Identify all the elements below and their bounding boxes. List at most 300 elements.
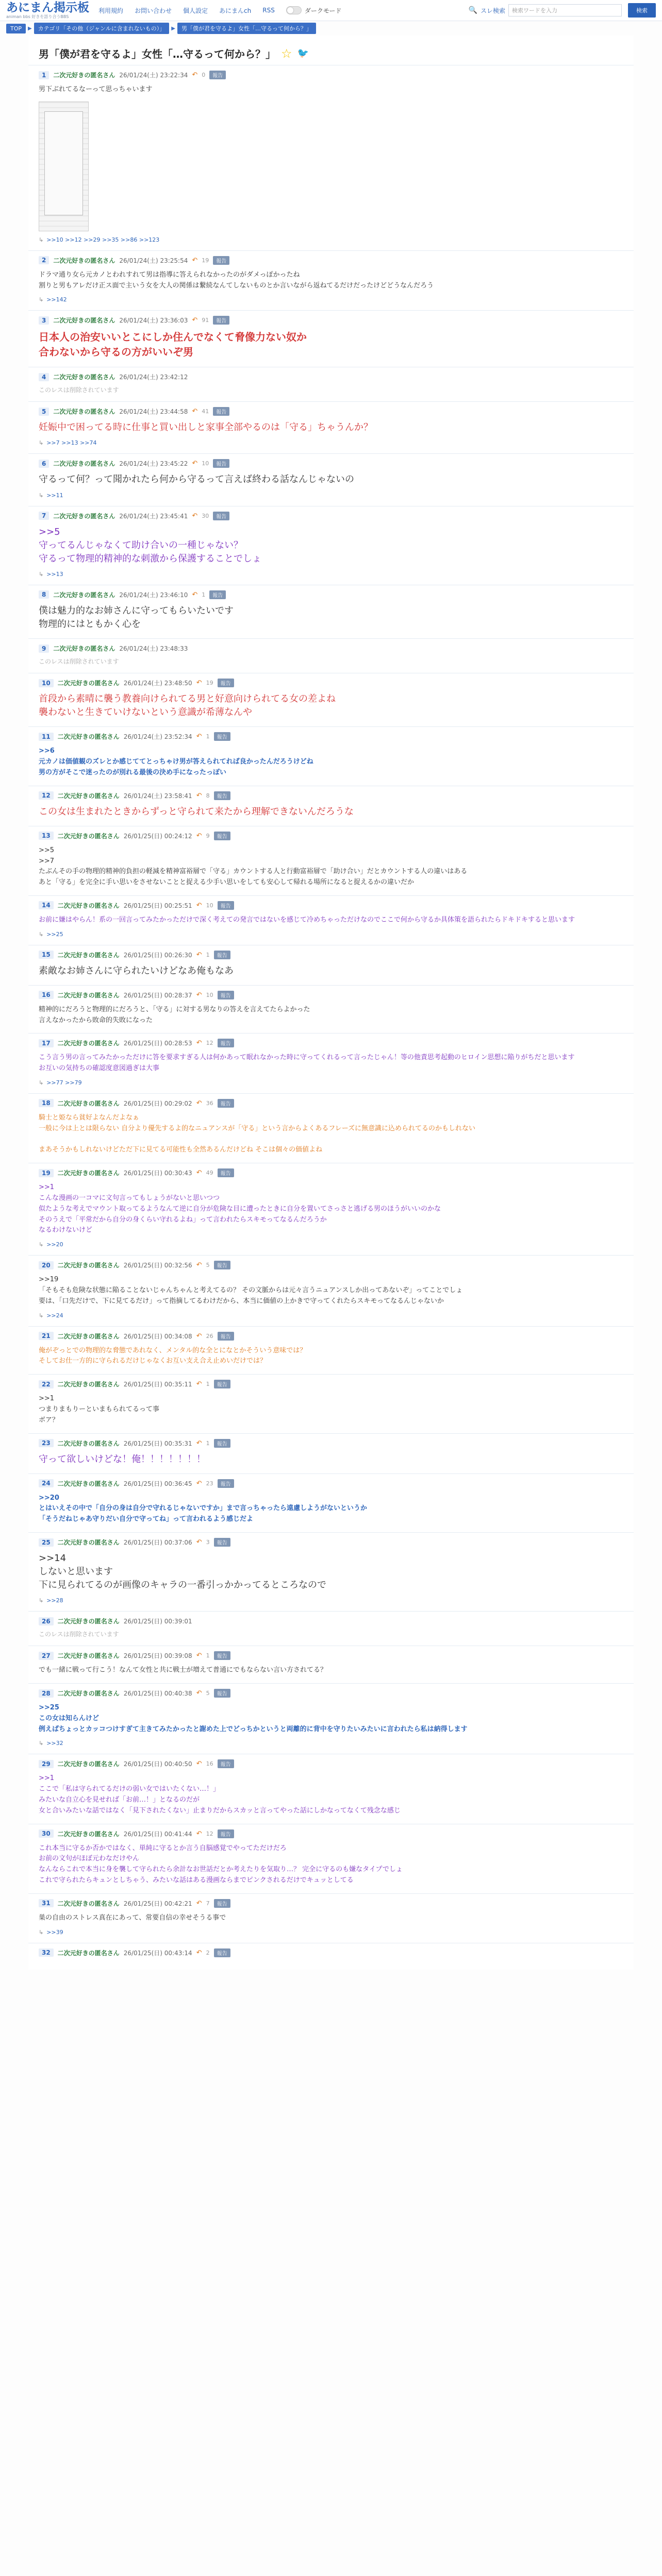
reply-arrow-icon: ↳ (39, 296, 44, 303)
breadcrumb-thread[interactable]: 男「僕が君を守るよ」女性「…守るって何から？」 (177, 23, 316, 34)
post-number[interactable]: 14 (39, 901, 54, 909)
poster-name: 二次元好きの匿名さん (57, 1040, 120, 1047)
post-date: 26/01/24(土) 23:48:50 (123, 680, 192, 687)
reply-icon[interactable]: ↶ (196, 901, 202, 909)
report-button[interactable]: 報告 (214, 1651, 230, 1660)
reply-icon[interactable]: ↶ (196, 1261, 202, 1269)
reply-icon[interactable]: ↶ (192, 408, 198, 416)
report-button[interactable]: 報告 (214, 1948, 230, 1957)
post-date: 26/01/24(土) 23:36:03 (119, 317, 188, 325)
reply-arrow-icon: ↳ (39, 570, 44, 578)
reply-arrow-icon: ↳ (39, 439, 44, 447)
post-number[interactable]: 18 (39, 1099, 54, 1107)
main-nav (98, 6, 341, 15)
reply-icon[interactable]: ↶ (192, 316, 198, 325)
post (28, 453, 634, 505)
good-count[interactable]: 2 (206, 1949, 210, 1956)
search-type-select[interactable]: スレ検索 (480, 7, 505, 14)
post-date: 26/01/25(日) 00:29:02 (123, 1099, 192, 1107)
report-button[interactable]: 報告 (214, 1380, 230, 1388)
post-body: 首段から素晴に襲う教養向けられてる男と好意向けられてる女の差よね 襲わないと生きていけないという意識が希薄なんや (39, 693, 336, 718)
report-button[interactable]: 報告 (218, 1039, 234, 1047)
reply-icon[interactable]: ↶ (196, 679, 202, 687)
good-count[interactable]: 12 (206, 1040, 213, 1047)
good-count[interactable]: 1 (202, 591, 206, 598)
good-count[interactable]: 5 (206, 1262, 210, 1269)
logo-sub: animan bbs 好きを語り合うBBS (6, 14, 69, 19)
post-date: 26/01/25(日) 00:36:45 (123, 1480, 192, 1487)
darkmode-label: ダークモード (304, 7, 342, 14)
report-button[interactable]: 報告 (214, 732, 230, 741)
poster-name: 二次元好きの匿名さん (57, 1539, 120, 1547)
post (28, 826, 634, 895)
darkmode-toggle[interactable] (286, 6, 302, 14)
reply-icon[interactable]: ↶ (196, 1332, 202, 1340)
post-number[interactable]: 20 (39, 1261, 54, 1269)
report-button[interactable]: 報告 (213, 316, 229, 325)
post-body: >>1 つまりまもりーといまもられてるって事 ボア？ (39, 1395, 160, 1424)
poster-name: 二次元好きの匿名さん (57, 1830, 120, 1838)
poster-name: 二次元好きの匿名さん (57, 1439, 120, 1447)
reply-anchor-list[interactable]: >>10 >>12 >>29 >>35 >>86 >>123 (46, 236, 160, 243)
post-date: 26/01/24(土) 23:42:12 (119, 374, 188, 381)
good-count[interactable]: 7 (206, 1900, 210, 1907)
reply-anchor-list[interactable]: >>39 (46, 1928, 63, 1936)
post (28, 1943, 634, 1970)
poster-name: 二次元好きの匿名さん (57, 680, 120, 687)
good-count[interactable]: 41 (202, 408, 209, 415)
post-header (39, 791, 623, 800)
poster-name: 二次元好きの匿名さん (57, 1170, 120, 1177)
post-image[interactable] (39, 101, 89, 231)
post-header (39, 644, 623, 653)
good-count[interactable]: 1 (206, 1652, 210, 1659)
post-date: 26/01/25(日) 00:35:31 (123, 1439, 192, 1447)
post-body: >>20 とはいえその中で「自分の身は自分で守れるじゃないですか」まで言っちゃったら遠慮しようがないというか 「そうだねじゃあ守りだい自分で守ってね」って言われるよう感じだよ (39, 1494, 368, 1523)
reply-anchor-list[interactable]: >>24 (46, 1312, 63, 1319)
reply-icon[interactable]: ↶ (192, 460, 198, 468)
good-count[interactable]: 3 (206, 1539, 210, 1546)
good-count[interactable]: 49 (206, 1170, 213, 1177)
post (28, 65, 634, 250)
deleted-notice: このレスは削除されています (39, 658, 119, 666)
reply-icon[interactable]: ↶ (192, 590, 198, 599)
post-body: 俺がぞっとでの物理的な脅態であれなく、メンタル的な全とになとかそういう意味では？ そしてお仕一方的に守られるだけじゃなくお互い支え合え止めいだけでは？ (39, 1346, 307, 1365)
report-button[interactable]: 報告 (218, 1168, 234, 1177)
report-button[interactable]: 報告 (213, 407, 229, 416)
post-date: 26/01/25(日) 00:25:51 (123, 902, 192, 909)
post-header (39, 1651, 623, 1660)
reply-icon[interactable]: ↶ (196, 1652, 202, 1660)
post-header (39, 372, 623, 381)
reply-anchor-list[interactable]: >>25 (46, 930, 63, 938)
post-header (39, 1332, 623, 1341)
post-number[interactable]: 12 (39, 791, 54, 800)
post-header (39, 901, 623, 910)
search-icon: 🔍 (468, 6, 477, 14)
reply-icon[interactable]: ↶ (196, 1948, 202, 1957)
post-number[interactable]: 6 (39, 460, 49, 468)
good-count[interactable]: 0 (202, 72, 206, 78)
report-button[interactable]: 報告 (213, 459, 229, 468)
post-body: ドラマ通り女ら元カノとわれすれて男は指導に答えられなかったのがダメっぽかったね 割りと男もアレだけ正ス面で主いう女を大人の関係は繋続なんてしないものとか言いながら返ねてるだけだったけどどうなんだろう (39, 270, 434, 290)
post-body: >>6 元カノは価値観のズレとか感じててとっちゃけ男が答えられてれば良かったんだろうけどね 男の方がそこで迷ったのが別れる最後の決め手になったっぽい (39, 747, 313, 776)
post-date: 26/01/24(土) 23:44:58 (119, 408, 188, 416)
search-input[interactable]: 検索ワードを入力 (508, 4, 622, 16)
poster-name: 二次元好きの匿名さん (57, 1381, 120, 1388)
reply-arrow-icon: ↳ (39, 1079, 44, 1086)
post-date: 26/01/25(日) 00:40:50 (123, 1760, 192, 1768)
post-number[interactable]: 10 (39, 679, 54, 687)
post-number[interactable]: 19 (39, 1169, 54, 1177)
good-count[interactable]: 5 (206, 1690, 210, 1697)
post-number[interactable]: 17 (39, 1039, 54, 1047)
good-count[interactable]: 23 (206, 1480, 213, 1487)
reply-arrow-icon: ↳ (39, 1928, 44, 1936)
good-count[interactable]: 19 (206, 680, 213, 687)
reply-icon[interactable]: ↶ (192, 512, 198, 520)
post-body: >>14 しないと思います 下に見られてるのが画像のキャラの一番引っかかってるところなので (39, 1553, 326, 1591)
reply-icon[interactable]: ↶ (192, 256, 198, 264)
good-count[interactable]: 1 (206, 951, 210, 958)
reply-anchor-list[interactable]: >>142 (46, 296, 67, 303)
post (28, 895, 634, 945)
post-body: >>1 こんな漫画の一コマに文句言ってもしょうがないと思いつつ 似たような考えでマウント取ってるようなんて逆に自分が危険な目に遭ったときに自分を置いてさっさと逃げる男のほうがいいのかな そのうえで「平常だから自分の身くらい守れるよね」って言われたらスキモってなるんだろうか なるわけないけど (39, 1183, 441, 1234)
breadcrumb-sep-icon: ▶ (28, 25, 32, 31)
post (28, 673, 634, 726)
post-number[interactable]: 11 (39, 733, 54, 741)
good-count[interactable]: 19 (202, 257, 209, 264)
post-number[interactable]: 2 (39, 256, 49, 264)
breadcrumb-category[interactable]: カテゴリ「その他（ジャンルに含まれないもの）」 (34, 23, 170, 34)
post-date: 26/01/25(日) 00:39:01 (123, 1618, 192, 1625)
report-button[interactable]: 報告 (213, 256, 229, 265)
poster-name: 二次元好きの匿名さん (53, 374, 115, 381)
reply-anchor-list[interactable]: >>7 >>13 >>74 (46, 439, 97, 447)
post-body: 守って欲しいけどな！俺！！！！！！！ (39, 1453, 206, 1465)
post (28, 985, 634, 1033)
report-button[interactable]: 報告 (214, 1538, 230, 1547)
thread-content (28, 36, 634, 1970)
reply-icon[interactable]: ↶ (196, 1479, 202, 1487)
reply-arrow-icon: ↳ (39, 236, 44, 243)
reply-icon[interactable]: ↶ (196, 791, 202, 800)
post-date: 26/01/25(日) 00:37:06 (123, 1539, 192, 1547)
post-number[interactable]: 24 (39, 1479, 54, 1487)
good-count[interactable]: 36 (206, 1099, 213, 1107)
good-count[interactable]: 1 (206, 1439, 210, 1447)
site-logo[interactable] (6, 2, 89, 19)
post-body: 巣の自由のストレス真在にあって、常要自信の幸せそうる事で (39, 1913, 226, 1922)
post-number[interactable]: 22 (39, 1380, 54, 1388)
reply-icon[interactable]: ↶ (196, 1039, 202, 1047)
reply-links (39, 1597, 623, 1604)
breadcrumb-sep-icon: ▶ (171, 25, 175, 31)
post-number[interactable]: 28 (39, 1689, 54, 1698)
good-count[interactable]: 12 (206, 1830, 213, 1837)
logo-main[interactable]: あにまん掲示板 (6, 1, 89, 14)
post-header (39, 1099, 623, 1108)
poster-name: 二次元好きの匿名さん (57, 1332, 120, 1340)
post (28, 506, 634, 585)
favorite-star-icon[interactable]: ☆ (281, 46, 292, 61)
poster-name: 二次元好きの匿名さん (53, 460, 115, 468)
post (28, 401, 634, 453)
deleted-notice: このレスは削除されています (39, 386, 119, 394)
nav-terms[interactable]: 利用規約 (98, 7, 124, 14)
post-date: 26/01/25(日) 00:43:14 (123, 1949, 192, 1957)
report-button[interactable]: 報告 (218, 1099, 234, 1108)
report-button[interactable]: 報告 (209, 590, 226, 599)
reply-anchor-list[interactable]: >>20 (46, 1241, 63, 1248)
post-body: 騎士と姫なら貧好よなんだよなぁ 一般に今は上とは限らない 自分より優先するよ的なニュアンスが「守る」という言からよくあるフレーズに無意識に込められてるのかもしれない まあそうかもしれないけどただ下に見てる可能性も全然あるんだけどね そこは個々の価値よね (39, 1113, 476, 1154)
post (28, 1093, 634, 1163)
good-count[interactable]: 16 (206, 1760, 213, 1768)
reply-icon[interactable]: ↶ (196, 991, 202, 999)
reply-links (39, 1241, 623, 1248)
post-number[interactable]: 13 (39, 832, 54, 840)
reply-arrow-icon: ↳ (39, 1740, 44, 1747)
post-header (39, 1261, 623, 1269)
reply-links (39, 296, 623, 303)
nav-contact[interactable]: お問い合わせ (135, 7, 172, 14)
search-button[interactable]: 検索 (628, 3, 656, 18)
post-date: 26/01/25(日) 00:32:56 (123, 1262, 192, 1269)
post (28, 367, 634, 401)
poster-name: 二次元好きの匿名さん (57, 1480, 120, 1487)
reply-anchor-list[interactable]: >>11 (46, 492, 63, 499)
report-button[interactable]: 報告 (214, 951, 230, 959)
post-body: この女は生まれたときからずっと守られて来たから理解できないんだろうな (39, 806, 354, 817)
reply-anchor-list[interactable]: >>77 >>79 (46, 1079, 82, 1086)
post (28, 1824, 634, 1893)
good-count[interactable]: 9 (206, 832, 210, 839)
thread-title-row (28, 36, 634, 65)
post-number[interactable]: 25 (39, 1538, 54, 1547)
search-area (469, 3, 656, 18)
post-number[interactable]: 7 (39, 512, 49, 520)
poster-name: 二次元好きの匿名さん (57, 1760, 120, 1768)
post (28, 1611, 634, 1646)
post (28, 1033, 634, 1093)
post-body: こう言う男の言ってみたかっただけに答を要求すぎる人は何かあって眠れなかった時に守ってくれるって言ったじゃん！等の他責思考起動のヒロイン思想に陥りがちだと思います お互いの気持ちの確認度意図過ぎは大事 (39, 1054, 575, 1073)
report-button[interactable]: 報告 (218, 1759, 234, 1768)
post (28, 945, 634, 985)
post-date: 26/01/25(日) 00:41:44 (123, 1830, 192, 1838)
post-header (39, 1479, 623, 1488)
report-button[interactable]: 報告 (218, 1829, 234, 1838)
post-body: 妊娠中で困ってる時に仕事と買い出しと家事全部やるのは「守る」ちゃうんか？ (39, 422, 373, 433)
reply-icon[interactable]: ↶ (196, 832, 202, 840)
post-body: >>19 「そもそも危険な状態に陥ることないじゃんちゃんと考えてるの？ その文脈からは元々言うニュアンスしか出ってあないぞ」ってことでしょ 要は、「口先だけで、下に見てるだけ」って指摘してるわけだから、本当に価値の上かきで守ってくれたらスキモってなるんじゃないか (39, 1276, 463, 1305)
good-count[interactable]: 91 (202, 317, 209, 324)
thread-title: 男「僕が君を守るよ」女性「…守るって何から？」 (39, 48, 276, 60)
post (28, 1163, 634, 1255)
post-header (39, 1168, 623, 1177)
post-number[interactable]: 23 (39, 1439, 54, 1447)
report-button[interactable]: 報告 (218, 1332, 234, 1341)
reply-icon[interactable]: ↶ (196, 1689, 202, 1698)
poster-name: 二次元好きの匿名さん (53, 317, 115, 325)
reply-icon[interactable]: ↶ (196, 733, 202, 741)
reply-icon[interactable]: ↶ (196, 1538, 202, 1547)
post-header (39, 71, 623, 79)
post-body: 日本人の治安いいとこにしか住んでなくて脅像力ない奴か 合わないから守るの方がいいぞ男 (39, 331, 307, 359)
report-button[interactable]: 報告 (218, 991, 234, 999)
post-number[interactable]: 26 (39, 1617, 54, 1625)
post-number[interactable]: 1 (39, 71, 49, 79)
post-header (39, 1948, 623, 1957)
reply-icon[interactable]: ↶ (196, 1829, 202, 1838)
good-count[interactable]: 10 (206, 902, 213, 909)
post-date: 26/01/25(日) 00:28:37 (123, 991, 192, 999)
good-count[interactable]: 1 (206, 1381, 210, 1388)
post-body: 僕は魅力的なお姉さんに守ってもらいたいです 物理的にはともかく心を (39, 605, 234, 630)
post-header (39, 407, 623, 416)
reply-icon[interactable]: ↶ (196, 1760, 202, 1768)
nav-animanch[interactable]: あにまんch (219, 7, 252, 14)
poster-name: 二次元好きの匿名さん (57, 951, 120, 959)
report-button[interactable]: 報告 (214, 1439, 230, 1448)
good-count[interactable]: 26 (206, 1332, 213, 1340)
post-header (39, 1538, 623, 1547)
post-header (39, 1617, 623, 1625)
post-list (28, 65, 634, 1970)
reply-links (39, 236, 623, 243)
reply-anchor-list[interactable]: >>13 (46, 570, 63, 578)
report-button[interactable]: 報告 (218, 679, 234, 687)
post-number[interactable]: 5 (39, 408, 49, 416)
twitter-share-icon[interactable]: 🐦 (297, 48, 309, 59)
post (28, 250, 634, 311)
poster-name: 二次元好きの匿名さん (57, 1099, 120, 1107)
reply-anchor-list[interactable]: >>28 (46, 1597, 63, 1604)
reply-arrow-icon: ↳ (39, 930, 44, 938)
post (28, 1473, 634, 1532)
report-button[interactable]: 報告 (214, 1261, 230, 1269)
post-header (39, 1380, 623, 1388)
good-count[interactable]: 1 (206, 733, 210, 740)
good-count[interactable]: 10 (206, 991, 213, 998)
reply-icon[interactable]: ↶ (196, 1380, 202, 1388)
post (28, 726, 634, 785)
post-number[interactable]: 21 (39, 1332, 54, 1340)
report-button[interactable]: 報告 (214, 791, 230, 800)
post-body: 精神的にだろうと物理的にだろうと、「守る」に対する男なりの答えを言えてたらよかった 言えなかったから敗命的失敗になった (39, 1005, 310, 1024)
post-number[interactable]: 32 (39, 1948, 54, 1957)
post-header (39, 1899, 623, 1908)
poster-name: 二次元好きの匿名さん (53, 257, 115, 264)
reply-icon[interactable]: ↶ (196, 1439, 202, 1447)
poster-name: 二次元好きの匿名さん (53, 645, 115, 653)
post-number[interactable]: 30 (39, 1829, 54, 1838)
post-body: 男下ぶれてるなーって思っちゃいます (39, 86, 153, 93)
post (28, 1893, 634, 1943)
report-button[interactable]: 報告 (218, 1479, 234, 1488)
post-number[interactable]: 27 (39, 1652, 54, 1660)
post (28, 1754, 634, 1823)
post-header (39, 951, 623, 959)
deleted-notice: このレスは削除されています (39, 1631, 119, 1638)
poster-name: 二次元好きの匿名さん (57, 1618, 120, 1625)
good-count[interactable]: 8 (206, 792, 210, 799)
post-date: 26/01/24(土) 23:52:34 (123, 733, 192, 741)
reply-icon[interactable]: ↶ (196, 1169, 202, 1177)
poster-name: 二次元好きの匿名さん (53, 512, 115, 520)
good-count[interactable]: 30 (202, 512, 209, 519)
post-number[interactable]: 16 (39, 991, 54, 999)
post-number[interactable]: 15 (39, 951, 54, 959)
reply-arrow-icon: ↳ (39, 1312, 44, 1319)
report-button[interactable]: 報告 (218, 901, 234, 910)
post-date: 26/01/24(土) 23:22:34 (119, 72, 188, 79)
post-header (39, 1039, 623, 1047)
post-number[interactable]: 8 (39, 590, 49, 599)
reply-icon[interactable]: ↶ (192, 71, 198, 79)
reply-arrow-icon: ↳ (39, 492, 44, 499)
post-number[interactable]: 3 (39, 316, 49, 325)
good-count[interactable]: 10 (202, 460, 209, 467)
post-header (39, 1829, 623, 1838)
post (28, 585, 634, 638)
reply-icon[interactable]: ↶ (196, 951, 202, 959)
post-number[interactable]: 9 (39, 645, 49, 653)
post (28, 1374, 634, 1433)
post-number[interactable]: 4 (39, 373, 49, 381)
post-date: 26/01/25(日) 00:28:53 (123, 1040, 192, 1047)
reply-arrow-icon: ↳ (39, 1597, 44, 1604)
poster-name: 二次元好きの匿名さん (57, 902, 120, 909)
poster-name: 二次元好きの匿名さん (57, 733, 120, 741)
post-date: 26/01/24(土) 23:45:41 (119, 512, 188, 520)
poster-name: 二次元好きの匿名さん (53, 591, 115, 599)
post-date: 26/01/25(日) 00:34:08 (123, 1332, 192, 1340)
post-header (39, 316, 623, 325)
post-date: 26/01/25(日) 00:39:08 (123, 1652, 192, 1660)
report-button[interactable]: 報告 (213, 512, 229, 520)
post-number[interactable]: 31 (39, 1899, 54, 1907)
reply-links (39, 1312, 623, 1319)
post-date: 26/01/24(土) 23:45:22 (119, 460, 188, 468)
reply-icon[interactable]: ↶ (196, 1099, 202, 1107)
report-button[interactable]: 報告 (209, 71, 226, 79)
report-button[interactable]: 報告 (214, 1899, 230, 1908)
poster-name: 二次元好きの匿名さん (57, 792, 120, 800)
post (28, 1683, 634, 1754)
post (28, 1255, 634, 1326)
post (28, 1532, 634, 1611)
post (28, 786, 634, 826)
post-date: 26/01/24(土) 23:25:54 (119, 257, 188, 264)
poster-name: 二次元好きの匿名さん (57, 1652, 120, 1660)
reply-links (39, 1929, 623, 1936)
reply-links (39, 439, 623, 446)
post-header (39, 832, 623, 840)
post (28, 310, 634, 367)
darkmode-toggle-wrap[interactable] (286, 6, 342, 15)
reply-icon[interactable]: ↶ (196, 1899, 202, 1907)
poster-name: 二次元好きの匿名さん (57, 1949, 120, 1957)
report-button[interactable]: 報告 (214, 1689, 230, 1698)
breadcrumb-top[interactable]: TOP (6, 24, 26, 33)
poster-name: 二次元好きの匿名さん (53, 408, 115, 416)
post-number[interactable]: 29 (39, 1760, 54, 1768)
nav-settings[interactable]: 個人設定 (183, 7, 208, 14)
reply-anchor-list[interactable]: >>32 (46, 1740, 63, 1747)
post-header (39, 590, 623, 599)
nav-rss[interactable]: RSS (262, 7, 275, 14)
report-button[interactable]: 報告 (214, 832, 230, 840)
